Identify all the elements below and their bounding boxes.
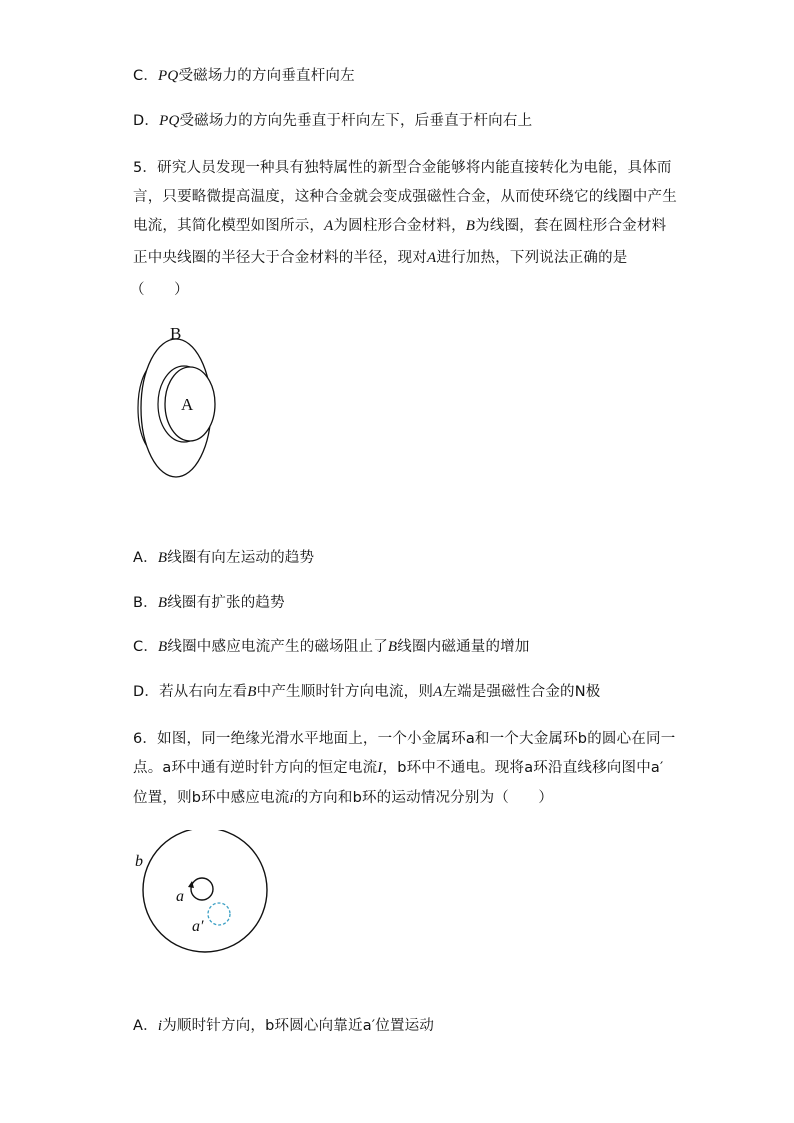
q5-option-c-label: C． <box>133 639 159 655</box>
q6-figure-label-a-prime: a′ <box>192 918 204 935</box>
q6-stem2-a: 点。a环中通有逆时针方向的恒定电流 <box>133 760 378 776</box>
q5-option-a <box>133 548 314 568</box>
q4-option-d-text: 受磁场力的方向先垂直于杆向左下，后垂直于杆向右上 <box>179 113 533 129</box>
q5-option-a-text: 线圈有向左运动的趋势 <box>167 550 315 566</box>
q5-stem4-a: 正中央线圈的半径大于合金材料的半径，现对 <box>133 250 427 266</box>
q6-stem-line-2 <box>133 758 663 778</box>
q5-option-b-text: 线圈有扩张的趋势 <box>167 595 285 611</box>
q5-stem3-var-b: B <box>465 218 476 234</box>
q5-stem3-var-a: A <box>324 218 334 234</box>
q5-stem-line-4 <box>133 248 627 268</box>
q4-option-c-var: PQ <box>158 68 179 84</box>
q6-figure-rings <box>130 830 280 955</box>
q5-option-d-text-b: 中产生顺时针方向电流，则 <box>256 684 434 700</box>
q5-option-d-text-c: 左端是强磁性合金的N极 <box>442 684 601 700</box>
q5-option-c-text-b: 线圈内磁通量的增加 <box>397 639 530 655</box>
q6-stem2-var: I <box>377 760 383 776</box>
q5-option-c-var: B <box>158 639 168 655</box>
q5-figure-coil-cylinder <box>130 318 230 488</box>
q5-option-c-var2: B <box>387 639 398 655</box>
q5-option-b-var: B <box>157 595 168 611</box>
q6-option-a-var: i <box>157 1018 163 1034</box>
q5-stem-line-1: 5．研究人员发现一种具有独特属性的新型合金能够将内能直接转化为电能，具体而 <box>133 160 672 176</box>
q5-option-b-label: B． <box>133 595 158 611</box>
q5-option-d-text-a: 若从右向左看 <box>159 684 248 700</box>
q5-option-d-var: B <box>247 684 257 700</box>
q6-ring-a <box>191 878 213 900</box>
q6-stem2-b: ，b环中不通电。现将a环沿直线移向图中a′ <box>382 760 664 776</box>
q6-ring-b <box>143 830 267 952</box>
q4-option-c <box>133 66 355 86</box>
q5-stem4-b: 进行加热，下列说法正确的是 <box>436 250 628 266</box>
q5-option-d-label: D． <box>133 684 160 700</box>
q5-stem-line-3 <box>133 216 666 236</box>
q6-stem-line-1: 6．如图，同一绝缘光滑水平地面上，一个小金属环a和一个大金属环b的圆心在同一 <box>133 731 676 747</box>
q6-option-a-text: 为顺时针方向，b环圆心向靠近a′位置运动 <box>162 1018 435 1034</box>
q5-option-d <box>133 682 600 702</box>
q6-option-a-label: A． <box>133 1018 158 1034</box>
q5-stem4-var: A <box>427 250 437 266</box>
q5-option-c-text-a: 线圈中感应电流产生的磁场阻止了 <box>167 639 388 655</box>
q5-option-b <box>133 593 285 613</box>
q5-stem3-c: 为线圈，套在圆柱形合金材料 <box>475 218 667 234</box>
q6-ring-a-prime-dashed <box>208 903 230 925</box>
q5-option-d-var2: A <box>433 684 443 700</box>
q6-stem3-a: 位置，则b环中感应电流 <box>133 790 290 806</box>
q5-stem3-a: 电流，其简化模型如图所示， <box>133 218 325 234</box>
q5-option-a-label: A． <box>133 550 158 566</box>
q5-option-c <box>133 637 530 657</box>
q5-option-a-var: B <box>157 550 168 566</box>
q4-option-c-label: C． <box>133 68 159 84</box>
q4-option-d-label: D． <box>133 113 160 129</box>
q6-figure-label-a: a <box>176 888 184 905</box>
q4-option-d <box>133 111 532 131</box>
q5-stem-line-2: 言，只要略微提高温度，这种合金就会变成强磁性合金，从而使环绕它的线圈中产生 <box>133 189 677 205</box>
q5-figure-label-a: A <box>181 395 194 414</box>
q5-figure-label-b: B <box>170 324 182 343</box>
q4-option-d-var: PQ <box>159 113 180 129</box>
q6-stem-line-3 <box>133 788 553 808</box>
q4-option-c-text: 受磁场力的方向垂直杆向左 <box>178 68 355 84</box>
q6-figure-label-b: b <box>135 853 143 870</box>
q6-stem3-var: i <box>289 790 294 806</box>
q6-stem3-b: 的方向和b环的运动情况分别为（ ） <box>293 790 554 806</box>
q5-answer-paren: （ ） <box>130 282 189 298</box>
q5-stem3-b: 为圆柱形合金材料， <box>333 218 466 234</box>
q6-option-a <box>133 1016 434 1036</box>
